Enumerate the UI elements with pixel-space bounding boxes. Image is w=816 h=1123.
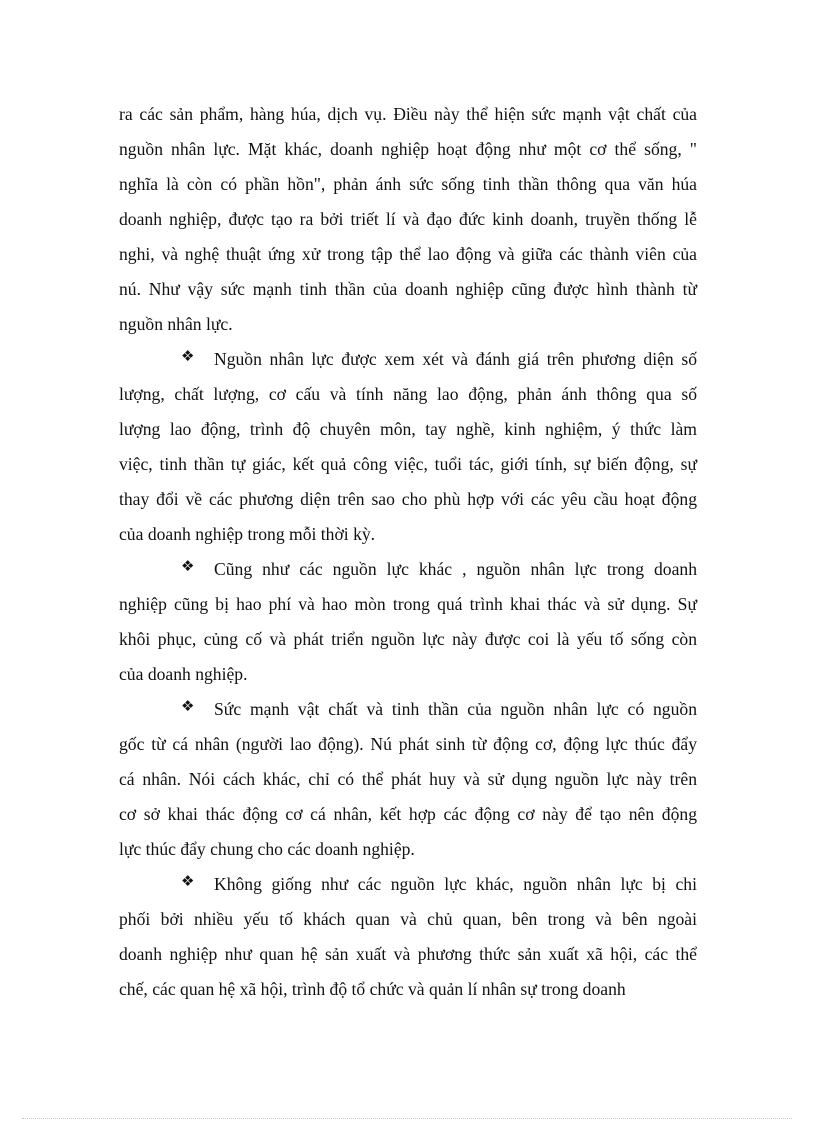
diamond-bullet-icon: ❖	[181, 347, 195, 365]
diamond-bullet-icon: ❖	[181, 557, 195, 575]
text-line: nguồn nhân lực.	[119, 314, 233, 334]
text-line: doanh nghiệp, được tạo ra bởi triết lí và đạo đức kinh doanh, truyền thống lễ	[119, 209, 697, 229]
text-line: phối bởi nhiều yếu tố khách quan và chủ quan, bên trong và bên ngoài	[119, 909, 697, 929]
text-line: ra các sản phẩm, hàng hú​a, dịch vụ. Điều này thể hiện sức mạnh vật chất của	[119, 104, 697, 124]
text-line: nguồn nhân lực. Mặt khác, doanh nghiệp hoạt động như một cơ thể sống, "	[119, 139, 697, 159]
text-line: chế, các quan hệ xã hội, trình độ tổ chức và quản lí nhân sự trong doanh	[119, 979, 626, 999]
text-line: cá nhân. Nói cách khác, chỉ có thể phát huy và sử dụng nguồn lực này trên	[119, 769, 697, 789]
text-line: việc, tinh thần tự giác, kết quả công việc, tuổi tác, giới tính, sự biến động, sự	[119, 454, 697, 474]
text-line: lượng lao động, trình độ chuyên môn, tay nghề, kinh nghiệm, ý thức làm	[119, 419, 697, 439]
text-line: của doanh nghiệp trong mỗi thời kỳ.	[119, 524, 376, 544]
text-line: nú. Như vậy sức mạnh tinh thần của doanh nghiệp cũng được hình thành từ	[119, 279, 697, 299]
text-line: thay đổi về các phương diện trên sao cho phù hợp với các yêu cầu hoạt động	[119, 489, 697, 509]
bullet-first-line: Sức mạnh vật chất và tinh thần của nguồn nhân lực có nguồn	[214, 699, 697, 719]
diamond-bullet-icon: ❖	[181, 697, 195, 715]
text-line: khôi phục, củng cố và phát triển nguồn lực này được coi là yếu tố sống còn	[119, 629, 697, 649]
diamond-bullet-icon: ❖	[181, 872, 195, 890]
text-line: nghiệp cũng bị hao phí và hao mòn trong quá trình khai thác và sử dụng. Sự	[119, 594, 697, 614]
bullet-first-line: Cũng như các nguồn lực khác , nguồn nhân lực trong doanh	[214, 559, 697, 579]
text-line: doanh nghiệp như quan hệ sản xuất và phương thức sản xuất xã hội, các thể	[119, 944, 697, 964]
text-line: nghi, và nghệ thuật ứng xử trong tập thể lao động và giữa các thành viên của	[119, 244, 697, 264]
page-bottom-rule	[22, 1118, 792, 1119]
text-line: nghĩa là còn có phần hồn", phản ánh sức sống tinh thần thông qua văn hú​a	[119, 174, 697, 194]
bullet-first-line: Nguồn nhân lực được xem xét và đánh giá trên phương diện số	[214, 349, 697, 369]
text-line: của doanh nghiệp.	[119, 664, 248, 684]
text-line: cơ sở khai thác động cơ cá nhân, kết hợp các động cơ này để tạo nên động	[119, 804, 697, 824]
text-line: lượng, chất lượng, cơ cấu và tính năng lao động, phản ánh thông qua số	[119, 384, 697, 404]
text-line: lực thúc đẩy chung cho các doanh nghiệp.	[119, 839, 415, 859]
text-line: gốc từ cá nhân (người lao động). Nú phát sinh từ động cơ, động lực thúc đẩy	[119, 734, 697, 754]
bullet-first-line: Không giống như các nguồn lực khác, nguồn nhân lực bị chi	[214, 874, 697, 894]
